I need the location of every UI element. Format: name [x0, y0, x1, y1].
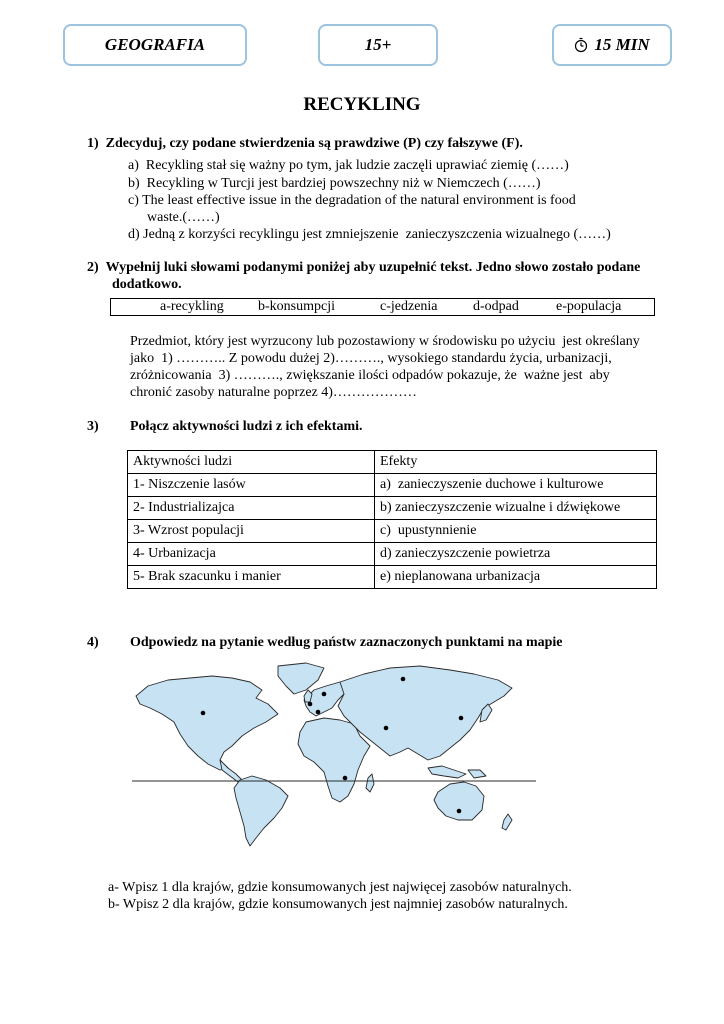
country-marker: [401, 677, 406, 682]
word-option: a-recykling: [160, 299, 224, 314]
q1-item-c: c) The least effective issue in the degradation of the natural environment is food: [128, 193, 576, 208]
country-marker: [457, 809, 462, 814]
table-row: [128, 474, 657, 497]
south-america-shape: [234, 776, 288, 846]
stopwatch-icon: [574, 37, 588, 53]
country-marker: [201, 711, 206, 716]
q4-heading: Odpowiedz na pytanie według państw zaznaczonych punktami na mapie: [130, 635, 563, 650]
q2-heading-cont: dodatkowo.: [112, 277, 182, 292]
effect-cell: c) upustynnienie: [375, 520, 657, 543]
q2-text-line: Przedmiot, który jest wyrzucony lub pozostawiony w środowisku po użyciu jest określany: [130, 334, 640, 349]
word-option: c-jedzenia: [380, 299, 438, 314]
q1-item-c-cont: waste.(……): [147, 210, 220, 225]
q4-answer-a: a- Wpisz 1 dla krajów, gdzie konsumowanych jest najwięcej zasobów naturalnych.: [108, 880, 572, 895]
activity-cell: 5- Brak szacunku i manier: [128, 566, 375, 589]
activity-cell: 1- Niszczenie lasów: [128, 474, 375, 497]
time-label: 15 MIN: [594, 35, 650, 54]
madagascar-shape: [366, 774, 374, 792]
table-row: [128, 543, 657, 566]
word-bank: [110, 298, 655, 316]
activity-cell: 3- Wzrost populacji: [128, 520, 375, 543]
effect-cell: a) zanieczyszenie duchowe i kulturowe: [375, 474, 657, 497]
subject-box: [63, 24, 247, 66]
age-box: [318, 24, 438, 66]
word-option: e-populacja: [556, 299, 622, 314]
q2-heading: 2) Wypełnij luki słowami podanymi poniżej aby uzupełnić tekst. Jedno słowo zostało podane: [87, 260, 641, 275]
q3-number: 3): [87, 419, 99, 434]
subject-label: GEOGRAFIA: [104, 35, 206, 54]
q1-item-a: a) Recykling stał się ważny po tym, jak ludzie zaczęli uprawiać ziemię (……): [128, 158, 569, 173]
activity-cell: 2- Industrializajca: [128, 497, 375, 520]
new-guinea-shape: [468, 770, 486, 778]
matching-table: [127, 450, 657, 589]
country-marker: [459, 716, 464, 721]
new-zealand-shape: [502, 814, 512, 830]
world-map: [128, 660, 538, 850]
country-marker: [308, 702, 313, 707]
table-row: [128, 497, 657, 520]
country-marker: [322, 692, 327, 697]
activity-cell: 4- Urbanizacja: [128, 543, 375, 566]
country-marker: [384, 726, 389, 731]
indonesia-shape: [428, 766, 466, 778]
table-header-row: [128, 451, 657, 474]
q1-item-d: d) Jedną z korzyści recyklingu jest zmniejszenie zanieczyszczenia wizualnego (……): [128, 227, 611, 242]
q1-heading: 1) Zdecyduj, czy podane stwierdzenia są prawdziwe (P) czy fałszywe (F).: [87, 136, 523, 151]
q2-text-line: chronić zasoby naturalne poprzez 4)………………: [130, 385, 417, 400]
table-row: [128, 520, 657, 543]
age-label: 15+: [364, 35, 392, 54]
q1-item-b: b) Recykling w Turcji jest bardziej powszechny niż w Niemczech (……): [128, 176, 541, 191]
column-header: Aktywności ludzi: [128, 451, 375, 474]
effect-cell: b) zanieczyszczenie wizualne i dźwiękowe: [375, 497, 657, 520]
q2-text-line: zróżnicowania 3) ………., zwiększanie ilości odpadów pokazuje, że ważne jest aby: [130, 368, 610, 383]
q4-answer-b: b- Wpisz 2 dla krajów, gdzie konsumowanych jest najmniej zasobów naturalnych.: [108, 897, 568, 912]
central-america-shape: [220, 760, 242, 782]
north-america-shape: [136, 676, 278, 770]
q3-heading: Połącz aktywności ludzi z ich efektami.: [130, 419, 363, 434]
column-header: Efekty: [375, 451, 657, 474]
effect-cell: e) nieplanowana urbanizacja: [375, 566, 657, 589]
q4-number: 4): [87, 635, 99, 650]
country-marker: [316, 710, 321, 715]
australia-shape: [434, 782, 484, 820]
word-option: b-konsumpcji: [258, 299, 335, 314]
word-option: d-odpad: [473, 299, 519, 314]
effect-cell: d) zanieczyszczenie powietrza: [375, 543, 657, 566]
page-title: RECYKLING: [303, 94, 421, 115]
table-row: [128, 566, 657, 589]
country-marker: [343, 776, 348, 781]
time-box: [552, 24, 672, 66]
uk-shape: [304, 690, 312, 702]
q2-text-line: jako 1) ……….. Z powodu dużej 2)………., wysokiego standardu życia, urbanizacji,: [130, 351, 612, 366]
